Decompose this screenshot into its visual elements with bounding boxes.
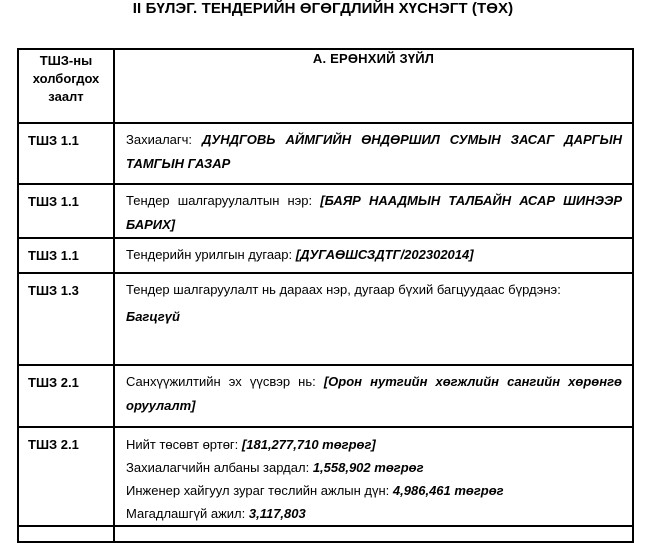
field-value: ДУНДГОВЬ АЙМГИЙН ӨНДӨРШИЛ СУМЫН ЗАСАГ ДАРГЫН ТАМГЫН ГАЗАР (126, 132, 622, 171)
field-label: Тендер шалгаруулалт нь дараах нэр, дугаар бүхий багцуудаас бүрдэнэ: (126, 282, 561, 297)
table-row (18, 427, 633, 526)
field-value: 1,558,902 төгрөг (312, 460, 424, 475)
table-row (18, 184, 633, 238)
field-label: Захиалагчийн албаны зардал: (126, 460, 310, 475)
row-text (126, 128, 622, 176)
row-text (126, 370, 622, 418)
table-row-cutoff (18, 526, 633, 542)
field-label: Тендер шалгаруулалтын нэр: (126, 193, 313, 208)
table-row (18, 273, 633, 365)
row-ref-cell: ТШЗ 1.3 (18, 273, 114, 365)
row-ref-cell: ТШЗ 1.1 (18, 184, 114, 238)
row-ref-cell: ТШЗ 2.1 (18, 427, 114, 526)
table-row (18, 238, 633, 273)
row-text (126, 189, 622, 237)
row-ref-cell (18, 526, 114, 542)
row-value-cell (114, 273, 633, 365)
row-text (126, 243, 622, 267)
field-value: 4,986,461 төгрөг (392, 483, 504, 498)
field-value: [БАЯР НААДМЫН ТАЛБАЙН АСАР ШИНЭЭР БАРИХ] (126, 193, 622, 232)
row-value-cell (114, 238, 633, 273)
table-row (18, 365, 633, 427)
field-value: [ДУГАӨШСЗДТГ/202302014] (295, 247, 474, 262)
row-ref-cell: ТШЗ 1.1 (18, 238, 114, 273)
row-ref-cell: ТШЗ 1.1 (18, 123, 114, 184)
row-text (126, 502, 622, 525)
field-label: Инженер хайгуул зураг төслийн ажлын дүн: (126, 483, 390, 498)
row-text (126, 456, 622, 479)
field-label: Тендерийн урилгын дугаар: (126, 247, 293, 262)
row-text (126, 479, 622, 502)
field-label: Санхүүжилтийн эх үүсвэр нь: (126, 374, 316, 389)
row-text (126, 305, 622, 329)
table-row (18, 123, 633, 184)
field-value: Багцгүй (126, 309, 180, 324)
field-label: Нийт төсөвт өртөг: (126, 437, 239, 452)
field-value: 3,117,803 (248, 506, 306, 521)
row-text (126, 278, 622, 302)
page-title: II БҮЛЭГ. ТЕНДЕРИЙН ӨГӨГДЛИЙН ХҮСНЭГТ (ТӨХ) (132, 0, 514, 17)
field-label: Захиалагч: (126, 132, 193, 147)
row-text (126, 433, 622, 456)
column-header-section: А. ЕРӨНХИЙ ЗҮЙЛ (114, 49, 633, 123)
row-ref-cell: ТШЗ 2.1 (18, 365, 114, 427)
column-header-ref: ТШЗ-ны холбогдох заалт (18, 49, 114, 123)
row-value-cell (114, 427, 633, 526)
table-header-row (18, 49, 633, 123)
field-value: [181,277,710 төгрөг] (241, 437, 376, 452)
tender-data-sheet-table (17, 48, 634, 543)
row-value-cell (114, 365, 633, 427)
row-value-cell (114, 526, 633, 542)
row-value-cell (114, 123, 633, 184)
field-label: Магадлашгүй ажил: (126, 506, 246, 521)
field-value: [Орон нутгийн хөгжлийн сангийн хөрөнгө оруулалт] (126, 374, 622, 413)
row-value-cell (114, 184, 633, 238)
